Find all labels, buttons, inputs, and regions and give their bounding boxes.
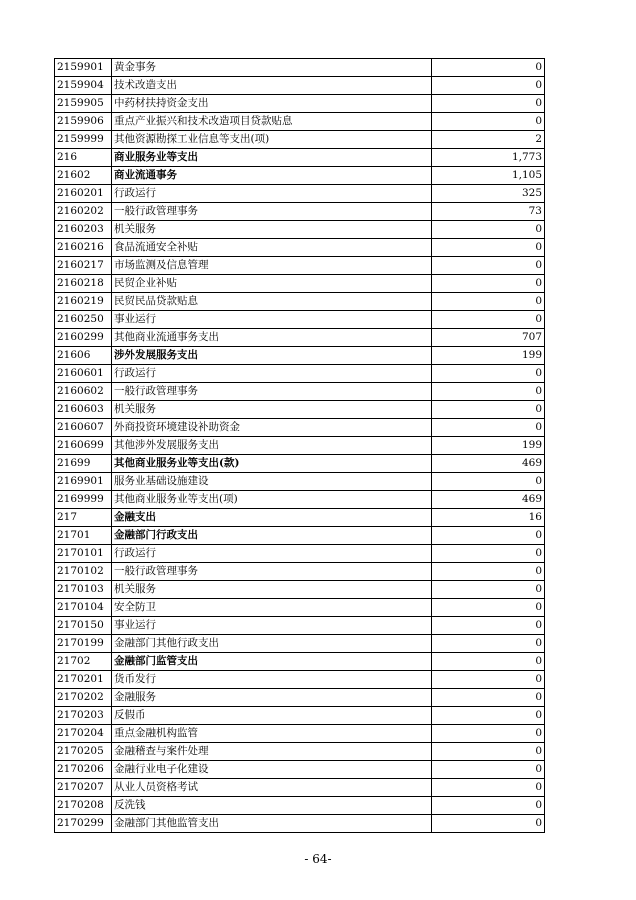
table-row [55, 743, 545, 761]
row-amount-cell: 469 [432, 455, 545, 473]
row-code-cell: 2159999 [55, 131, 112, 149]
row-name-cell: 一般行政管理事务 [112, 383, 432, 401]
table-row [55, 329, 545, 347]
table-row [55, 77, 545, 95]
row-name-cell: 金融部门其他行政支出 [112, 635, 432, 653]
row-code-cell: 2170208 [55, 797, 112, 815]
row-name-cell: 民贸企业补贴 [112, 275, 432, 293]
row-code-cell: 2170299 [55, 815, 112, 833]
table-row [55, 311, 545, 329]
table-row [55, 437, 545, 455]
row-code-cell: 2160602 [55, 383, 112, 401]
row-code-cell: 2170207 [55, 779, 112, 797]
row-name-cell: 金融支出 [112, 509, 432, 527]
row-name-cell: 行政运行 [112, 365, 432, 383]
table-row [55, 203, 545, 221]
row-code-cell: 21606 [55, 347, 112, 365]
row-amount-cell: 325 [432, 185, 545, 203]
row-name-cell: 中药材扶持资金支出 [112, 95, 432, 113]
row-amount-cell: 0 [432, 617, 545, 635]
row-amount-cell: 0 [432, 671, 545, 689]
row-amount-cell: 0 [432, 815, 545, 833]
table-row [55, 167, 545, 185]
page-number: - 64- [304, 852, 332, 866]
row-name-cell: 其他商业服务业等支出(款) [112, 455, 432, 473]
table-row [55, 563, 545, 581]
row-code-cell: 2169999 [55, 491, 112, 509]
row-code-cell: 2160601 [55, 365, 112, 383]
row-code-cell: 2159904 [55, 77, 112, 95]
row-amount-cell: 0 [432, 527, 545, 545]
row-code-cell: 2170206 [55, 761, 112, 779]
row-name-cell: 事业运行 [112, 617, 432, 635]
row-name-cell: 涉外发展服务支出 [112, 347, 432, 365]
row-name-cell: 其他涉外发展服务支出 [112, 437, 432, 455]
row-amount-cell: 0 [432, 113, 545, 131]
table-row [55, 761, 545, 779]
table-row [55, 617, 545, 635]
row-amount-cell: 0 [432, 95, 545, 113]
row-amount-cell: 0 [432, 473, 545, 491]
row-name-cell: 机关服务 [112, 221, 432, 239]
row-amount-cell: 0 [432, 275, 545, 293]
table-row [55, 509, 545, 527]
table-row [55, 707, 545, 725]
table-row [55, 779, 545, 797]
table-row [55, 59, 545, 77]
row-code-cell: 2160299 [55, 329, 112, 347]
row-amount-cell: 199 [432, 437, 545, 455]
table-row [55, 383, 545, 401]
table-row [55, 293, 545, 311]
table-row [55, 653, 545, 671]
row-code-cell: 2160219 [55, 293, 112, 311]
row-name-cell: 一般行政管理事务 [112, 203, 432, 221]
row-code-cell: 2170103 [55, 581, 112, 599]
table-row [55, 347, 545, 365]
row-code-cell: 2170199 [55, 635, 112, 653]
row-code-cell: 21702 [55, 653, 112, 671]
row-name-cell: 反假币 [112, 707, 432, 725]
row-amount-cell: 0 [432, 401, 545, 419]
row-code-cell: 21701 [55, 527, 112, 545]
row-code-cell: 2160218 [55, 275, 112, 293]
row-name-cell: 商业服务业等支出 [112, 149, 432, 167]
row-name-cell: 金融行业电子化建设 [112, 761, 432, 779]
row-amount-cell: 0 [432, 545, 545, 563]
row-name-cell: 机关服务 [112, 581, 432, 599]
row-code-cell: 2160217 [55, 257, 112, 275]
row-amount-cell: 0 [432, 77, 545, 95]
row-name-cell: 其他资源勘探工业信息等支出(项) [112, 131, 432, 149]
table-row [55, 581, 545, 599]
row-code-cell: 2170104 [55, 599, 112, 617]
row-name-cell: 黄金事务 [112, 59, 432, 77]
table-row [55, 239, 545, 257]
table-row [55, 113, 545, 131]
row-amount-cell: 0 [432, 365, 545, 383]
row-name-cell: 机关服务 [112, 401, 432, 419]
table-row [55, 797, 545, 815]
row-name-cell: 技术改造支出 [112, 77, 432, 95]
row-amount-cell: 0 [432, 725, 545, 743]
row-amount-cell: 0 [432, 311, 545, 329]
row-amount-cell: 0 [432, 581, 545, 599]
table-row [55, 275, 545, 293]
row-name-cell: 事业运行 [112, 311, 432, 329]
row-amount-cell: 0 [432, 293, 545, 311]
row-name-cell: 金融部门其他监管支出 [112, 815, 432, 833]
table-row [55, 635, 545, 653]
table-row [55, 365, 545, 383]
row-code-cell: 2160216 [55, 239, 112, 257]
row-name-cell: 商业流通事务 [112, 167, 432, 185]
row-amount-cell: 1,105 [432, 167, 545, 185]
row-name-cell: 外商投资环境建设补助资金 [112, 419, 432, 437]
row-code-cell: 2160203 [55, 221, 112, 239]
row-name-cell: 金融部门监管支出 [112, 653, 432, 671]
row-name-cell: 重点产业振兴和技术改造项目贷款贴息 [112, 113, 432, 131]
row-code-cell: 2160250 [55, 311, 112, 329]
row-amount-cell: 1,773 [432, 149, 545, 167]
row-amount-cell: 0 [432, 563, 545, 581]
row-code-cell: 2160699 [55, 437, 112, 455]
row-code-cell: 2170203 [55, 707, 112, 725]
table-row [55, 473, 545, 491]
table-row [55, 491, 545, 509]
row-amount-cell: 0 [432, 221, 545, 239]
row-code-cell: 2160201 [55, 185, 112, 203]
table-row [55, 455, 545, 473]
row-name-cell: 行政运行 [112, 545, 432, 563]
row-code-cell: 2170102 [55, 563, 112, 581]
budget-table [54, 58, 545, 833]
row-amount-cell: 469 [432, 491, 545, 509]
row-amount-cell: 0 [432, 383, 545, 401]
row-code-cell: 2160603 [55, 401, 112, 419]
row-name-cell: 一般行政管理事务 [112, 563, 432, 581]
row-name-cell: 民贸民品贷款贴息 [112, 293, 432, 311]
row-name-cell: 安全防卫 [112, 599, 432, 617]
row-name-cell: 从业人员资格考试 [112, 779, 432, 797]
row-code-cell: 21602 [55, 167, 112, 185]
row-code-cell: 2159905 [55, 95, 112, 113]
row-amount-cell: 0 [432, 743, 545, 761]
row-amount-cell: 0 [432, 707, 545, 725]
table-row [55, 221, 545, 239]
table-row [55, 725, 545, 743]
row-amount-cell: 2 [432, 131, 545, 149]
row-name-cell: 金融服务 [112, 689, 432, 707]
table-row [55, 545, 545, 563]
row-code-cell: 2159906 [55, 113, 112, 131]
row-code-cell: 2160607 [55, 419, 112, 437]
row-name-cell: 货币发行 [112, 671, 432, 689]
row-code-cell: 2160202 [55, 203, 112, 221]
row-amount-cell: 0 [432, 779, 545, 797]
table-row [55, 689, 545, 707]
row-code-cell: 2170202 [55, 689, 112, 707]
table-row [55, 149, 545, 167]
table-row [55, 599, 545, 617]
row-amount-cell: 0 [432, 239, 545, 257]
row-code-cell: 2159901 [55, 59, 112, 77]
row-code-cell: 216 [55, 149, 112, 167]
table-row [55, 671, 545, 689]
row-amount-cell: 16 [432, 509, 545, 527]
row-code-cell: 2170201 [55, 671, 112, 689]
row-code-cell: 217 [55, 509, 112, 527]
table-body [55, 59, 545, 833]
table-row [55, 401, 545, 419]
row-amount-cell: 0 [432, 257, 545, 275]
row-name-cell: 服务业基础设施建设 [112, 473, 432, 491]
row-name-cell: 食品流通安全补贴 [112, 239, 432, 257]
table-row [55, 527, 545, 545]
row-name-cell: 重点金融机构监管 [112, 725, 432, 743]
table-row [55, 185, 545, 203]
row-amount-cell: 707 [432, 329, 545, 347]
table-row [55, 257, 545, 275]
row-amount-cell: 0 [432, 599, 545, 617]
row-amount-cell: 199 [432, 347, 545, 365]
row-code-cell: 2170150 [55, 617, 112, 635]
table-row [55, 95, 545, 113]
row-code-cell: 21699 [55, 455, 112, 473]
row-code-cell: 2170204 [55, 725, 112, 743]
row-name-cell: 其他商业流通事务支出 [112, 329, 432, 347]
row-name-cell: 金融部门行政支出 [112, 527, 432, 545]
row-amount-cell: 0 [432, 761, 545, 779]
row-name-cell: 行政运行 [112, 185, 432, 203]
row-amount-cell: 0 [432, 653, 545, 671]
row-name-cell: 其他商业服务业等支出(项) [112, 491, 432, 509]
row-amount-cell: 0 [432, 419, 545, 437]
row-name-cell: 金融稽查与案件处理 [112, 743, 432, 761]
row-amount-cell: 0 [432, 59, 545, 77]
table-row [55, 419, 545, 437]
row-code-cell: 2170101 [55, 545, 112, 563]
row-amount-cell: 0 [432, 689, 545, 707]
row-amount-cell: 0 [432, 797, 545, 815]
row-name-cell: 反洗钱 [112, 797, 432, 815]
row-amount-cell: 73 [432, 203, 545, 221]
table-row [55, 131, 545, 149]
row-amount-cell: 0 [432, 635, 545, 653]
row-name-cell: 市场监测及信息管理 [112, 257, 432, 275]
row-code-cell: 2170205 [55, 743, 112, 761]
row-code-cell: 2169901 [55, 473, 112, 491]
table-row [55, 815, 545, 833]
